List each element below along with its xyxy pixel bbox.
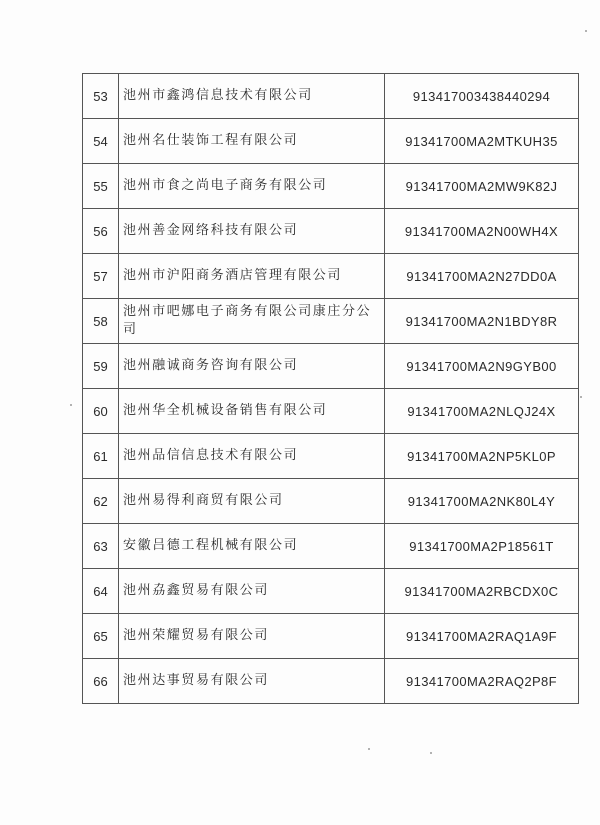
credit-code: 91341700MA2RBCDX0C — [385, 569, 579, 614]
table-row — [83, 299, 579, 344]
scan-speck — [70, 404, 72, 406]
row-index: 59 — [83, 344, 119, 389]
row-index: 53 — [83, 74, 119, 119]
table-row — [83, 119, 579, 164]
table-row — [83, 209, 579, 254]
table-row — [83, 389, 579, 434]
credit-code: 91341700MA2P18561T — [385, 524, 579, 569]
row-index: 61 — [83, 434, 119, 479]
row-index: 66 — [83, 659, 119, 704]
row-index: 55 — [83, 164, 119, 209]
company-name: 池州品信信息技术有限公司 — [119, 434, 385, 479]
table-row — [83, 659, 579, 704]
row-index: 64 — [83, 569, 119, 614]
table-row — [83, 344, 579, 389]
scan-speck — [580, 396, 582, 398]
table-row — [83, 569, 579, 614]
table-row — [83, 164, 579, 209]
registry-table-body — [83, 74, 579, 704]
table-row — [83, 434, 579, 479]
company-name: 池州市鑫鸿信息技术有限公司 — [119, 74, 385, 119]
company-name: 池州华全机械设备销售有限公司 — [119, 389, 385, 434]
row-index: 63 — [83, 524, 119, 569]
credit-code: 913417003438440294 — [385, 74, 579, 119]
row-index: 56 — [83, 209, 119, 254]
table-row — [83, 614, 579, 659]
credit-code: 91341700MA2RAQ1A9F — [385, 614, 579, 659]
company-name: 池州达事贸易有限公司 — [119, 659, 385, 704]
row-index: 65 — [83, 614, 119, 659]
credit-code: 91341700MA2NLQJ24X — [385, 389, 579, 434]
credit-code: 91341700MA2MW9K82J — [385, 164, 579, 209]
row-index: 60 — [83, 389, 119, 434]
company-name: 池州市食之尚电子商务有限公司 — [119, 164, 385, 209]
company-name: 池州名仕装饰工程有限公司 — [119, 119, 385, 164]
scan-speck — [430, 752, 432, 754]
table-row — [83, 524, 579, 569]
credit-code: 91341700MA2NP5KL0P — [385, 434, 579, 479]
credit-code: 91341700MA2N00WH4X — [385, 209, 579, 254]
company-name: 池州市沪阳商务酒店管理有限公司 — [119, 254, 385, 299]
company-name: 池州劦鑫贸易有限公司 — [119, 569, 385, 614]
company-name: 池州荣耀贸易有限公司 — [119, 614, 385, 659]
company-registry-table — [82, 73, 579, 704]
scan-speck — [585, 30, 587, 32]
company-name: 池州善金网络科技有限公司 — [119, 209, 385, 254]
table-row — [83, 479, 579, 524]
credit-code: 91341700MA2RAQ2P8F — [385, 659, 579, 704]
company-name: 安徽吕德工程机械有限公司 — [119, 524, 385, 569]
table-row — [83, 74, 579, 119]
scan-speck — [368, 748, 370, 750]
company-name: 池州融诚商务咨询有限公司 — [119, 344, 385, 389]
credit-code: 91341700MA2N9GYB00 — [385, 344, 579, 389]
credit-code: 91341700MA2N27DD0A — [385, 254, 579, 299]
row-index: 62 — [83, 479, 119, 524]
row-index: 58 — [83, 299, 119, 344]
row-index: 57 — [83, 254, 119, 299]
credit-code: 91341700MA2MTKUH35 — [385, 119, 579, 164]
row-index: 54 — [83, 119, 119, 164]
credit-code: 91341700MA2N1BDY8R — [385, 299, 579, 344]
company-name: 池州易得利商贸有限公司 — [119, 479, 385, 524]
table-row — [83, 254, 579, 299]
credit-code: 91341700MA2NK80L4Y — [385, 479, 579, 524]
company-name: 池州市吧娜电子商务有限公司康庄分公司 — [119, 299, 385, 344]
